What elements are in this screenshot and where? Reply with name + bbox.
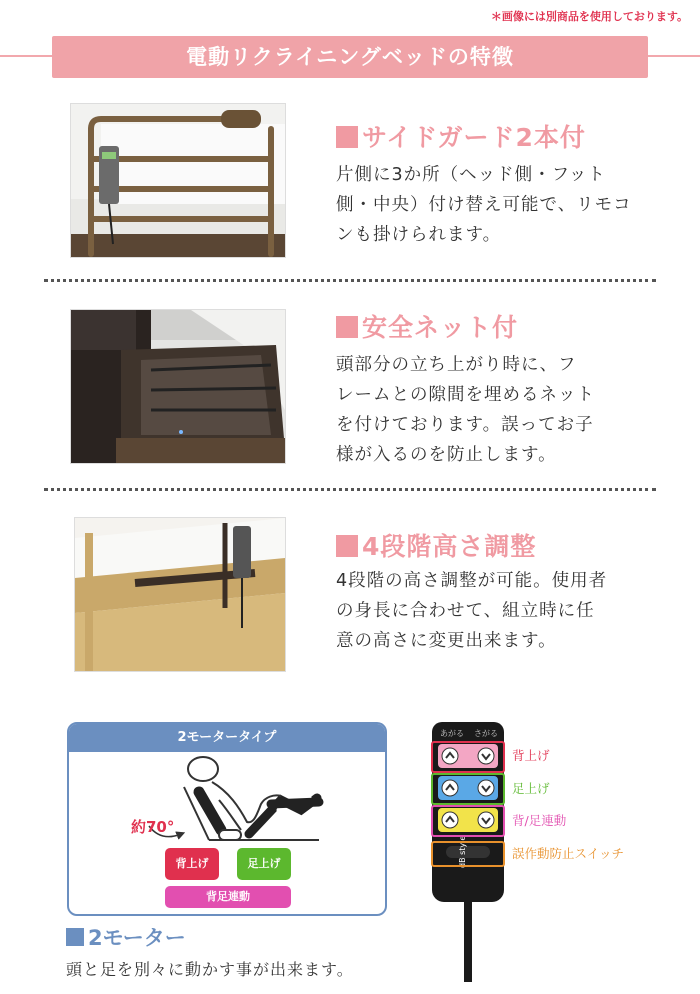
angle-label: 約70° xyxy=(131,818,175,836)
square-bullet-icon xyxy=(336,316,358,338)
disclaimer-note: ＊画像には別商品を使用しております。 xyxy=(490,10,688,23)
square-bullet-icon xyxy=(66,928,84,946)
back-raise-button[interactable]: 背上げ xyxy=(165,848,219,880)
remote-label-both: 背/足連動 xyxy=(512,813,567,828)
safety-net-photo xyxy=(70,309,286,464)
height-adjust-photo xyxy=(74,517,286,672)
feature-body-safety-net: 頭部分の立ち上がり時に、フ レームとの隙間を埋めるネット を付けております。誤ってお子 様が入るのを防止します。 xyxy=(336,355,595,465)
remote-label-back: 背上げ xyxy=(512,748,550,763)
motor-section-body: 頭と足を別々に動かす事が出来ます。 xyxy=(66,960,354,979)
side-guard-photo xyxy=(70,103,286,258)
remote-cable xyxy=(464,902,472,982)
remote-lock-frame xyxy=(431,841,505,867)
foot-raise-button[interactable]: 足上げ xyxy=(237,848,291,880)
remote-label-foot: 足上げ xyxy=(512,781,550,796)
remote-foot-frame xyxy=(431,773,505,805)
motor-type-diagram xyxy=(67,722,387,916)
divider-1 xyxy=(44,279,656,282)
motor-section-title: 2モーター xyxy=(66,922,186,952)
feature-body-side-guard: 片側に3か所（ヘッド側・フット 側・中央）付け替え可能で、リモコ ンも掛けられます。 xyxy=(336,165,632,245)
remote-brand-logo: dB style xyxy=(458,835,467,868)
page-title: 電動リクライニングベッドの特徴 xyxy=(52,36,648,78)
feature-title-safety-net: 安全ネット付 xyxy=(336,308,518,344)
divider-2 xyxy=(44,488,656,491)
feature-title-side-guard: サイドガード2本付 xyxy=(336,118,586,154)
back-foot-link-button[interactable]: 背足連動 xyxy=(165,886,291,908)
square-bullet-icon xyxy=(336,535,358,557)
height-adjust-illustration xyxy=(75,518,285,671)
safety-net-illustration xyxy=(71,310,285,463)
remote-back-frame xyxy=(431,741,505,773)
remote-up-label: あがる xyxy=(440,729,464,738)
feature-title-height: 4段階高さ調整 xyxy=(336,527,536,563)
remote-down-label: さがる xyxy=(474,729,498,738)
feature-body-height: 4段階の高さ調整が可能。使用者 の身長に合わせて、組立時に任 意の高さに変更出来ます。 xyxy=(336,571,608,651)
remote-label-lock: 誤作動防止スイッチ xyxy=(512,846,625,861)
square-bullet-icon xyxy=(336,126,358,148)
motor-type-header: 2モータータイプ xyxy=(69,724,385,752)
side-guard-illustration xyxy=(71,104,285,257)
remote-link-frame xyxy=(431,805,505,837)
